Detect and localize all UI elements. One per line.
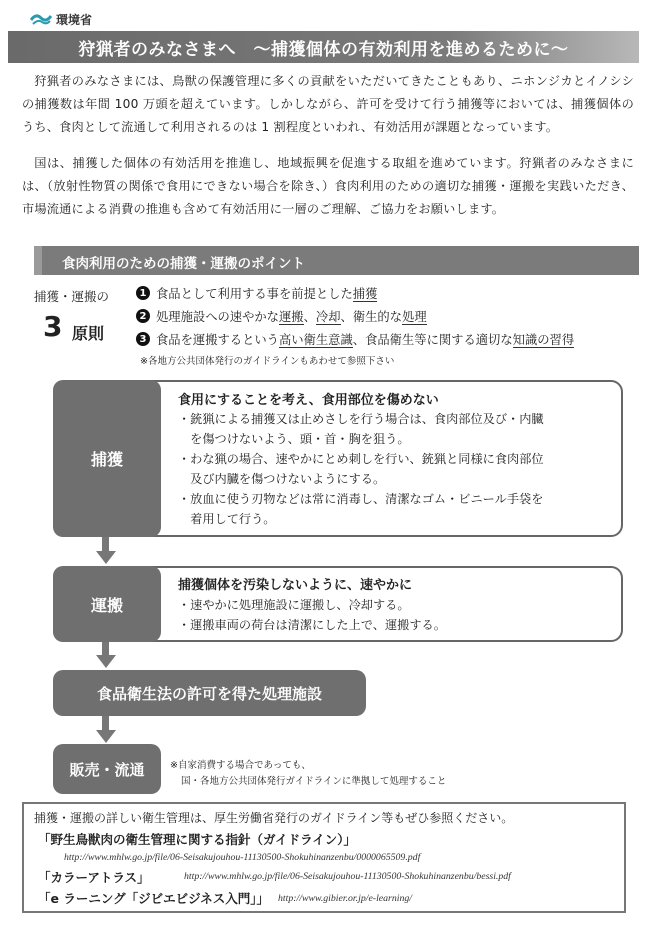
reference-link-url-1[interactable]: http://www.mhlw.go.jp/file/06-Seisakujouhou-11130500-Shokuhinanzenbu/0000065509.pdf	[64, 852, 421, 863]
principles-label: 捕獲・運搬の	[34, 289, 110, 304]
facility-label: 食品衛生法の許可を得た処理施設	[53, 670, 366, 716]
reference-link-title-3[interactable]: 「e ラーニング「ジビエビジネス入門」」	[38, 891, 269, 906]
reference-box	[22, 802, 626, 913]
transport-heading: 捕獲個体を汚染しないように、速やかに	[178, 578, 413, 593]
reference-link-url-2[interactable]: http://www.mhlw.go.jp/file/06-Seisakujouhou-11130500-Shokuhinanzenbu/bessi.pdf	[184, 871, 511, 882]
principles-note: ※各地方公共団体発行のガイドラインもあわせて参照下さい	[140, 356, 395, 367]
section-title: 食肉利用のための捕獲・運搬のポイント	[62, 256, 305, 272]
arrow-down-icon	[96, 730, 116, 744]
principle-3: 3 食品を運搬するという高い衛生意識、食品衛生等に関する適切な知識の習得	[136, 330, 574, 348]
capture-label: 捕獲	[53, 380, 161, 537]
capture-heading: 食用にすることを考え、食用部位を傷めない	[178, 393, 439, 408]
title-banner	[8, 31, 639, 63]
principle-1: 1 食品として利用する事を前提とした捕獲	[136, 284, 377, 302]
reference-link-url-3[interactable]: http://www.gibier.or.jp/e-learning/	[278, 893, 412, 904]
sales-note-1: ※自家消費する場合であっても、	[170, 760, 311, 771]
principles-number: 3	[43, 310, 63, 343]
sales-note-2: 国・各地方公共団体発行ガイドラインに準拠して処理すること	[181, 776, 447, 787]
transport-label: 運搬	[53, 566, 161, 642]
sales-label: 販売・流通	[53, 744, 161, 794]
number-badge: 1	[136, 286, 150, 300]
arrow-down-icon	[96, 551, 116, 565]
intro-paragraph-2: 国は、捕獲した個体の有効活用を推進し、地域振興を促進する取組を進めています。狩猟者のみなさまには、（放射性物質の関係で食用にできない場合を除き、）食肉利用のための適切な捕獲・運搬を実践いただき、市場流通による消費の推進も含めて有効活用に一層のご理解、ご協力をお願いします。	[22, 156, 634, 216]
capture-lines: ・銃猟による捕獲又は止めさしを行う場合は、食肉部位及び・内臓 を傷つけないよう、頭・首・胸を狙う。 ・わな猟の場合、速やかにとめ刺しを行い、銃猟と同様に食肉部位 及び内臓を傷つけないようにする。 ・放血に使う刃物などは常に消毒し、清潔なゴム・ビニール手袋を 着用して行う。	[178, 412, 544, 526]
reference-link-title-1[interactable]: 「野生鳥獣肉の衛生管理に関する指針（ガイドライン）」	[38, 832, 357, 847]
transport-lines: ・速やかに処理施設に運搬し、冷却する。 ・運搬車両の荷台は清潔にした上で、運搬する。	[178, 598, 446, 632]
page-title: 狩猟者のみなさまへ ～捕獲個体の有効利用を進めるために～	[78, 39, 569, 60]
reference-intro: 捕獲・運搬の詳しい衛生管理は、厚生労働省発行のガイドライン等もぜひ参照ください。	[34, 811, 514, 825]
ministry-logo	[30, 9, 92, 29]
section-banner	[8, 246, 639, 275]
number-badge: 3	[136, 332, 150, 346]
ministry-name: 環境省	[56, 12, 93, 27]
number-badge: 2	[136, 309, 150, 323]
principles-suffix: 原則	[72, 324, 105, 343]
reference-link-title-2[interactable]: 「カラーアトラス」	[38, 870, 150, 885]
principle-2: 2 処理施設への速やかな運搬、冷却、衛生的な処理	[136, 307, 427, 325]
ministry-emblem-icon	[30, 11, 52, 27]
arrow-down-icon	[96, 655, 116, 669]
intro-paragraph-1: 狩猟者のみなさまには、鳥獣の保護管理に多くの貢献をいただいてきたこともあり、ニホンジカとイノシシの捕獲数は年間 100 万頭を超えています。しかしながら、許可を受けて行う捕獲等においては、捕獲個体のうち、食肉として流通して利用されるのは 1 割程度といわれ、有効活用が課題となっています。	[22, 74, 634, 134]
